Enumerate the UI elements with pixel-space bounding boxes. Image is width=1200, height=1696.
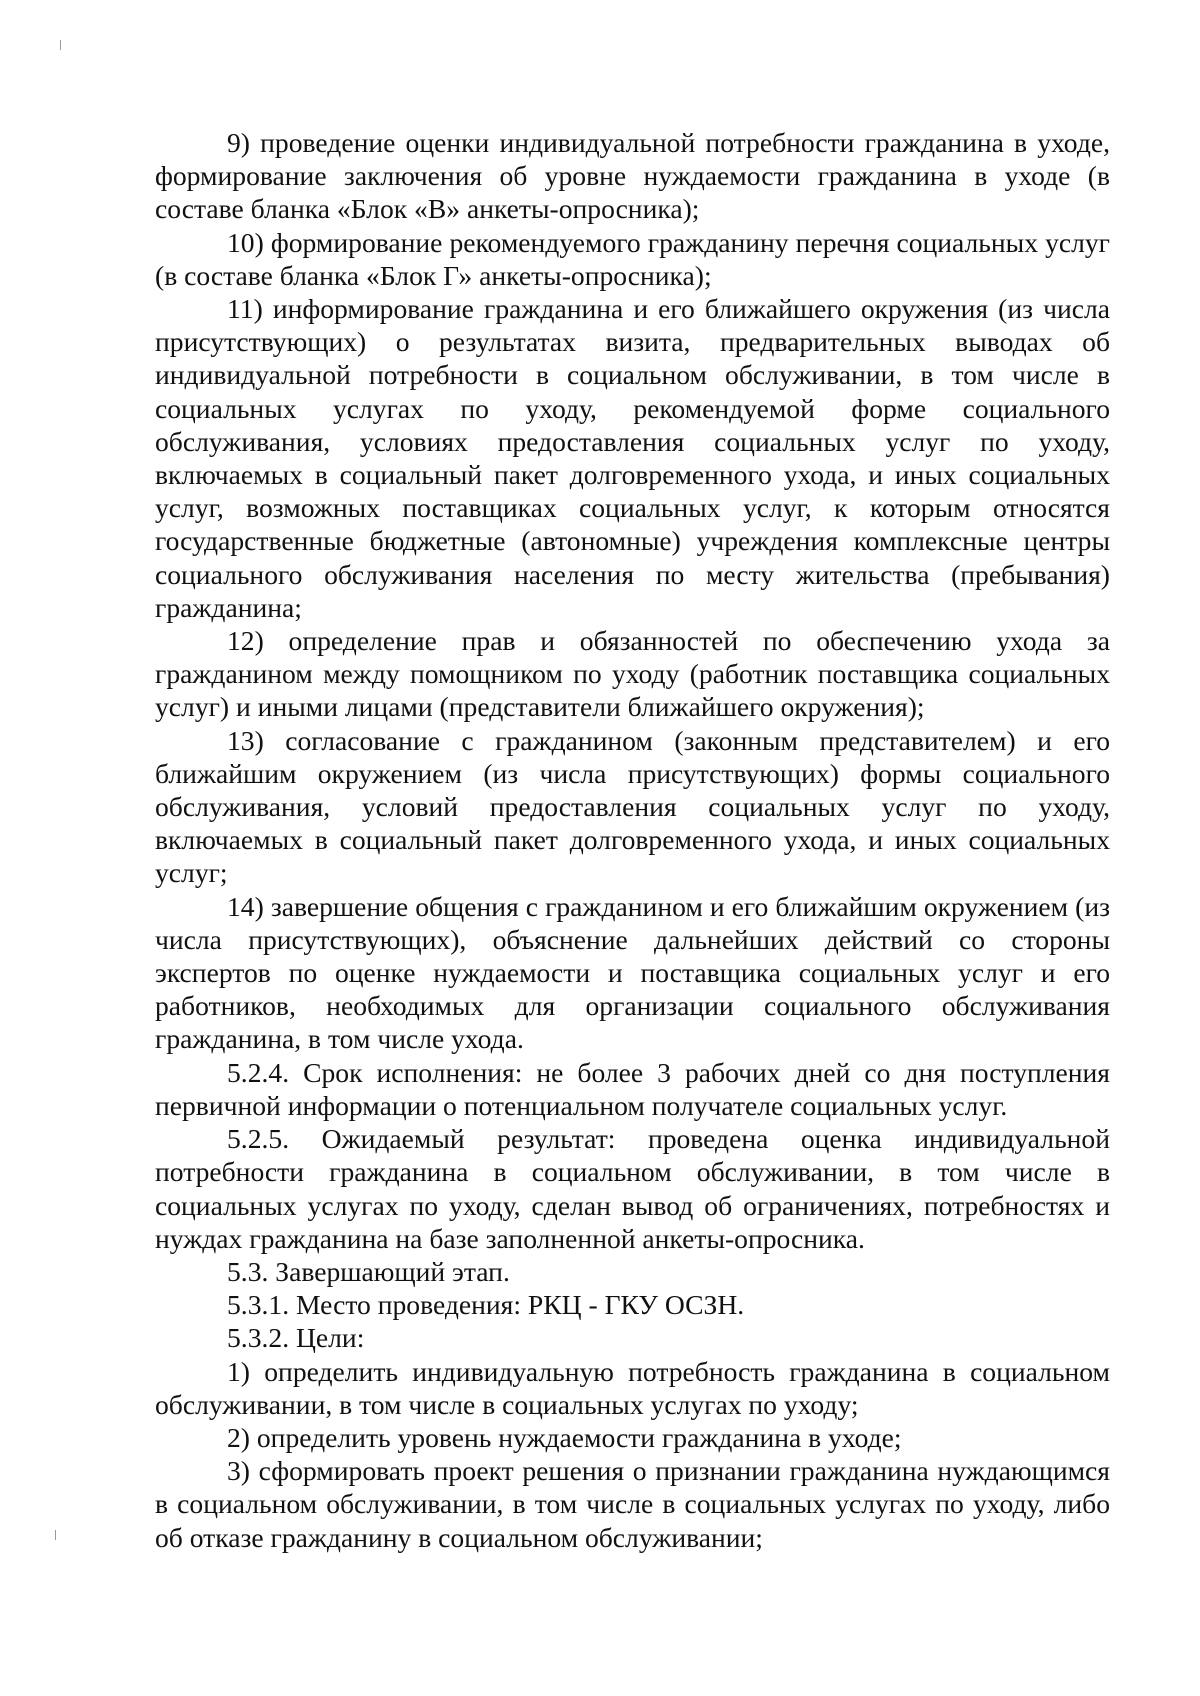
goal-item-2: 2) определить уровень нуждаемости гражданина в уходе; <box>227 1421 902 1453</box>
paragraph-5-2-5-expected-result: 5.2.5. Ожидаемый результат: проведена оценка индивидуальной потребности гражданина в социальном обслуживании, в том числе в социальных услугах по уходу, сделан вывод об ограничениях, потребностях и нуждах гражданина на базе заполненной анкеты-опросника. <box>155 1123 1110 1254</box>
goal-item-3: 3) сформировать проект решения о признании гражданина нуждающимся в социальном обслуживании, в том числе в социальных услугах по уходу, либо об отказе гражданину в социальном обслуживании; <box>155 1455 1110 1553</box>
paragraph-item-9: 9) проведение оценки индивидуальной потребности гражданина в уходе, формирование заключения об уровне нуждаемости гражданина в уходе (в составе бланка «Блок «В» анкеты-опросника); <box>155 127 1110 225</box>
paragraph-item-12: 12) определение прав и обязанностей по обеспечению ухода за гражданином между помощником по уходу (работник поставщика социальных услуг) и иными лицами (представители ближайшего окружения); <box>155 625 1110 723</box>
section-heading-5-3: 5.3. Завершающий этап. <box>227 1255 510 1287</box>
paragraph-5-3-2-goals: 5.3.2. Цели: <box>227 1322 365 1354</box>
paragraph-5-2-4-deadline: 5.2.4. Срок исполнения: не более 3 рабочих дней со дня поступления первичной информации о потенциальном получателе социальных услуг. <box>155 1056 1110 1121</box>
paragraph-item-14: 14) завершение общения с гражданином и его ближайшим окружением (из числа присутствующих), объяснение дальнейших действий со стороны экспертов по оценке нуждаемости и поставщика социальных услуг и его работников, необходимых для организации социального обслуживания гражданина, в том числе ухода. <box>155 890 1110 1055</box>
paragraph-item-10: 10) формирование рекомендуемого гражданину перечня социальных услуг (в составе бланка «Блок Г» анкеты-опросника); <box>155 226 1110 291</box>
document-body <box>155 126 1110 1554</box>
paragraph-5-3-1-location: 5.3.1. Место проведения: РКЦ - ГКУ ОСЗН. <box>227 1289 745 1321</box>
scan-margin-mark-top <box>60 40 61 50</box>
paragraph-item-13: 13) согласование с гражданином (законным представителем) и его ближайшим окружением (из числа присутствующих) формы социального обслуживания, условий предоставления социальных услуг по уходу, включаемых в социальный пакет долговременного ухода, и иных социальных услуг; <box>155 724 1110 889</box>
paragraph-item-11: 11) информирование гражданина и его ближайшего окружения (из числа присутствующих) о результатах визита, предварительных выводах об индивидуальной потребности в социальном обслуживании, в том числе в социальных услугах по уходу, рекомендуемой форме социального обслуживания, условиях предоставления социальных услуг по уходу, включаемых в социальный пакет долговременного ухода, и иных социальных услуг, возможных поставщиках социальных услуг, к которым относятся государственные бюджетные (автономные) учреждения комплексные центры социального обслуживания населения по месту жительства (пребывания) гражданина; <box>155 293 1110 623</box>
goal-item-1: 1) определить индивидуальную потребность гражданина в социальном обслуживании, в том числе в социальных услугах по уходу; <box>155 1355 1110 1420</box>
scan-margin-mark-bottom <box>55 1530 56 1540</box>
